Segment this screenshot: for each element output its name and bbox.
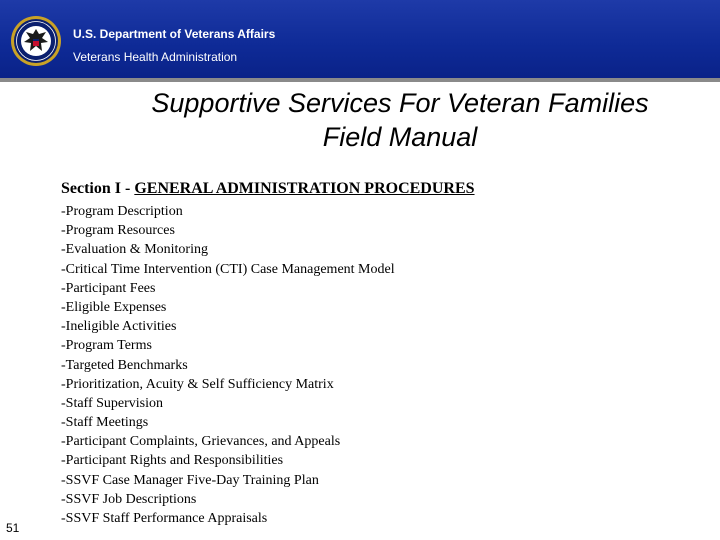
list-item: -Critical Time Intervention (CTI) Case Management Model: [61, 261, 395, 277]
list-item: -Participant Fees: [61, 280, 156, 296]
list-item: -Participant Complaints, Grievances, and Appeals: [61, 434, 341, 450]
procedure-list: [61, 202, 395, 528]
header-banner: [0, 0, 720, 78]
list-item: -Prioritization, Acuity & Self Sufficiency Matrix: [61, 376, 334, 392]
list-item: -Eligible Expenses: [61, 299, 167, 315]
list-item: -Evaluation & Monitoring: [61, 242, 208, 258]
title-line-1: Supportive Services For Veteran Families: [151, 88, 649, 118]
list-item: -Targeted Benchmarks: [61, 357, 188, 373]
page-number: 51: [6, 521, 20, 535]
title-line-2: Field Manual: [322, 122, 478, 152]
list-item: -SSVF Job Descriptions: [61, 491, 197, 507]
list-item: -Program Description: [61, 204, 183, 219]
list-item: -Program Resources: [61, 223, 175, 239]
org-name: U.S. Department of Veterans Affairs: [73, 27, 276, 41]
list-item: -Staff Meetings: [61, 415, 149, 431]
list-item: -Participant Rights and Responsibilities: [61, 453, 284, 469]
va-seal-icon: [10, 15, 62, 67]
list-item: -SSVF Staff Performance Appraisals: [61, 511, 268, 526]
header-divider: [0, 78, 720, 82]
org-subtitle: Veterans Health Administration: [73, 50, 238, 64]
page-title: [60, 86, 720, 154]
list-item: -Ineligible Activities: [61, 319, 177, 335]
section-heading: [61, 180, 475, 198]
section-prefix: Section I -: [61, 180, 135, 197]
list-item: -Program Terms: [61, 338, 152, 354]
section-name: GENERAL ADMINISTRATION PROCEDURES: [134, 180, 475, 197]
list-item: -SSVF Case Manager Five-Day Training Plan: [61, 472, 319, 488]
list-item: -Staff Supervision: [61, 395, 164, 411]
